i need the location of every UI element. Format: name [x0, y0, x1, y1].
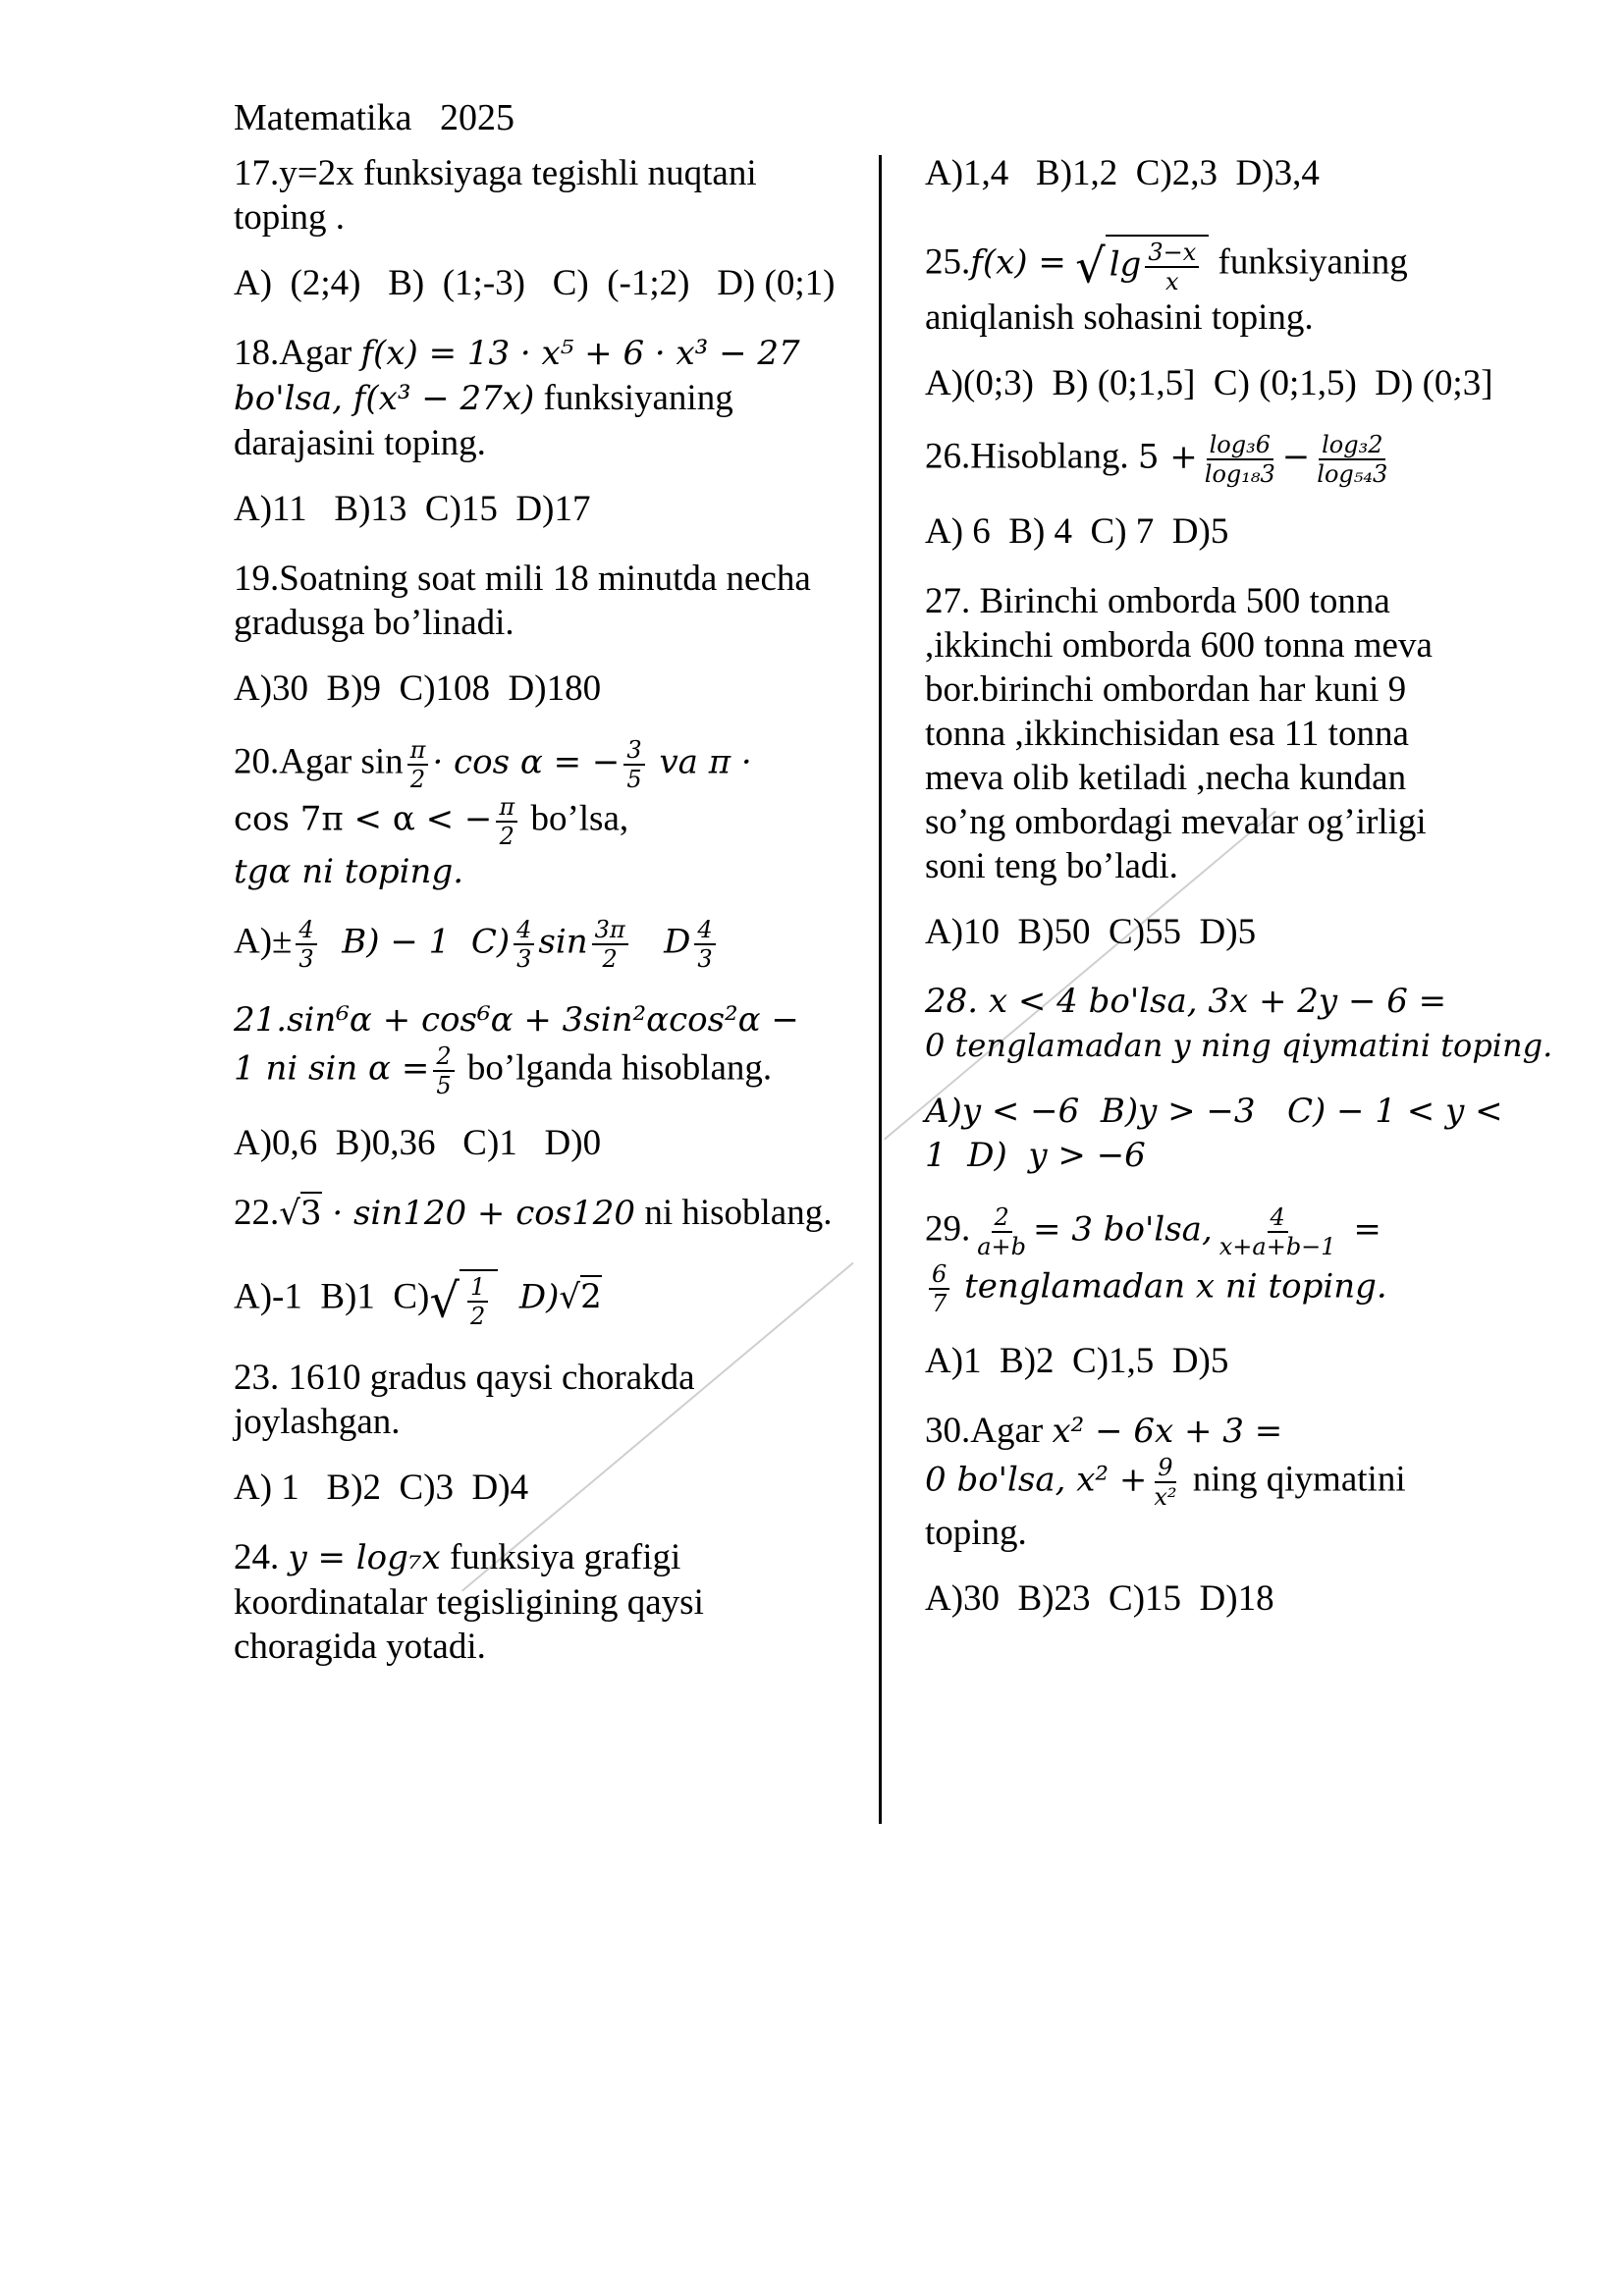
math-expression: sin: [538, 922, 588, 962]
answers-25: A)(0;3) B) (0;1,5] C) (0;1,5) D) (0;3]: [925, 363, 1493, 403]
numerator: log₃6: [1207, 431, 1273, 460]
answers-23: A) 1 B)2 C)3 D)4: [234, 1468, 529, 1508]
question-24: [234, 1535, 852, 1669]
question-text: 20.Agar sin: [234, 741, 404, 782]
math-expression: x² − 6x + 3 =: [1052, 1412, 1283, 1451]
math-expression: 21.sin⁶α + cos⁶α + 3sin²αcos²α −: [234, 1000, 799, 1040]
denominator: a+b: [977, 1233, 1027, 1260]
math-expression: −: [1281, 437, 1311, 477]
numerator: 4: [1268, 1203, 1288, 1233]
fraction: [433, 1042, 454, 1099]
fraction: [694, 916, 715, 973]
question-23: 23. 1610 gradus qaysi chorakda joylashgan.: [234, 1358, 695, 1442]
math-expression: cos 7π < α < −: [234, 799, 493, 839]
answers-28: [925, 1090, 1612, 1178]
question-line: tgα ni toping.: [234, 852, 464, 891]
math-expression: B) − 1 C): [320, 922, 511, 962]
math-expression: D): [498, 1277, 560, 1317]
math-expression: 0 bo'lsa, x² +: [925, 1460, 1148, 1500]
question-line: toping.: [925, 1513, 1027, 1553]
question-text: funksiyaning darajasini toping.: [234, 378, 733, 463]
answers-19: A)30 B)9 C)108 D)180: [234, 668, 602, 709]
fraction: [514, 916, 534, 973]
numerator: 1: [467, 1273, 488, 1303]
denominator: 2: [469, 1303, 486, 1330]
question-text: 25.: [925, 241, 971, 283]
math-expression: 28. x < 4 bo'lsa, 3x + 2y − 6 =: [925, 982, 1447, 1021]
numerator: 6: [929, 1260, 949, 1290]
question-17: 17.y=2x funksiyaga tegishli nuqtani toping .: [234, 153, 757, 238]
fraction: [1151, 1454, 1179, 1511]
math-expression: 0 tenglamadan y ning qiymatini toping.: [925, 1027, 1553, 1064]
question-line: [925, 1409, 1612, 1454]
denominator: log₁₈3: [1204, 460, 1275, 488]
sqrt-symbol: √: [1075, 239, 1106, 294]
denominator: 5: [626, 766, 642, 793]
denominator: 7: [932, 1290, 947, 1317]
math-expression: y = log₇x: [288, 1538, 441, 1577]
numerator: π: [407, 736, 429, 766]
right-column: [925, 151, 1612, 1646]
question-line: [925, 1260, 1612, 1317]
math-expression: · cos α = −: [432, 742, 621, 782]
answers-24: A)1,4 B)1,2 C)2,3 D)3,4: [925, 153, 1320, 193]
fraction: [1217, 1203, 1339, 1260]
fraction: [592, 916, 628, 973]
answers-17: A) (2;4) B) (1;-3) C) (-1;2) D) (0;1): [234, 263, 836, 303]
radicand: [460, 1269, 498, 1330]
left-column: [234, 151, 852, 1690]
question-21: [234, 998, 852, 1099]
answers-26: A) 6 B) 4 C) 7 D)5: [925, 511, 1229, 552]
math-expression: f(x) =: [970, 242, 1066, 283]
numerator: log₃2: [1319, 431, 1385, 460]
question-20: [234, 736, 852, 894]
question-text: ni hisoblang.: [635, 1193, 833, 1233]
question-22: [234, 1191, 852, 1236]
denominator: x²: [1154, 1483, 1177, 1511]
question-18: [234, 331, 852, 465]
question-28: [925, 980, 1612, 1068]
denominator: 3: [697, 945, 713, 973]
radicand: 2: [580, 1277, 602, 1317]
question-19: 19.Soatning soat mili 18 minutda necha gradusga bo’linadi.: [234, 559, 811, 643]
denominator: x+a+b−1: [1218, 1233, 1336, 1260]
fraction: [929, 1260, 949, 1317]
sqrt: [429, 1269, 498, 1330]
question-text: 24.: [234, 1537, 289, 1577]
math-expression: 1 ni sin α =: [234, 1048, 430, 1089]
question-text: 26.Hisoblang.: [925, 436, 1138, 477]
question-text: ning qiymatini: [1183, 1459, 1406, 1500]
math-expression: lg: [1109, 244, 1142, 285]
math-expression: =: [1342, 1209, 1381, 1250]
math-expression: D: [631, 922, 691, 962]
answers-29: A)1 B)2 C)1,5 D)5: [925, 1341, 1229, 1381]
numerator: 3: [623, 736, 644, 766]
numerator: 2: [992, 1203, 1012, 1233]
numerator: 3−x: [1145, 239, 1199, 268]
fraction: [1314, 431, 1390, 488]
math-expression: = 3 bo'lsa,: [1033, 1209, 1213, 1250]
denominator: 3: [516, 945, 532, 973]
math-expression: tenglamadan x ni toping.: [953, 1266, 1387, 1307]
denominator: 2: [602, 945, 618, 973]
question-line: [234, 1042, 852, 1099]
fraction: [296, 916, 316, 973]
question-line: [234, 793, 852, 850]
denominator: log₅₄3: [1317, 460, 1388, 488]
answers-21: A)0,6 B)0,36 C)1 D)0: [234, 1123, 602, 1163]
question-26: [925, 431, 1612, 488]
sqrt: [1075, 235, 1209, 295]
question-25: [925, 235, 1612, 340]
question-text: bo’lsa,: [521, 798, 629, 839]
numerator: π: [496, 793, 517, 823]
math-expression: va π ·: [648, 742, 752, 782]
sqrt-symbol: √: [429, 1273, 460, 1329]
answers-27: A)10 B)50 C)55 D)5: [925, 912, 1257, 952]
column-divider: [879, 155, 882, 1824]
denominator: 2: [499, 823, 514, 850]
fraction: [467, 1273, 488, 1330]
question-line: [234, 736, 852, 793]
question-30: [925, 1409, 1612, 1555]
sqrt: √2: [559, 1277, 602, 1317]
math-expression: f(x) = 13 · x⁵ + 6 · x³ − 27 bo'lsa, f(x³ − 27x): [234, 334, 800, 418]
question-27: 27. Birinchi omborda 500 tonna ,ikkinchi omborda 600 tonna meva bor.birinchi ombordan har kuni 9 tonna ,ikkinchisidan esa 11 tonna meva olib ketiladi ,necha kundan so’ng ombordagi mevalar og’irligi soni teng bo’ladi.: [925, 581, 1433, 886]
question-text: 18.Agar: [234, 333, 361, 373]
denominator: 3: [298, 945, 314, 973]
fraction: [1145, 239, 1199, 295]
answers-30: A)30 B)23 C)15 D)18: [925, 1578, 1274, 1619]
sqrt: √3: [279, 1194, 322, 1233]
fraction: [496, 793, 517, 850]
question-text: funksiyaning: [1209, 241, 1408, 283]
numerator: 3π: [592, 916, 628, 945]
denominator: x: [1165, 268, 1179, 295]
answers-18: A)11 B)13 C)15 D)17: [234, 489, 591, 529]
math-expression: 5 +: [1137, 437, 1198, 477]
numerator: 4: [296, 916, 316, 945]
page-header: Matematika 2025: [234, 97, 514, 138]
denominator: 5: [436, 1072, 452, 1099]
fraction: [974, 1203, 1029, 1260]
denominator: 2: [409, 766, 426, 793]
numerator: 2: [433, 1042, 454, 1072]
answers-20: [234, 916, 852, 973]
fraction: [407, 736, 429, 793]
numerator: 9: [1155, 1454, 1175, 1483]
question-line: [925, 1203, 1612, 1260]
question-text: bo’lganda hisoblang.: [458, 1047, 773, 1089]
fraction: [1202, 431, 1278, 488]
question-line: [925, 1454, 1612, 1511]
fraction: [623, 736, 644, 793]
question-29: [925, 1203, 1612, 1317]
answer-text: A)±: [234, 921, 293, 962]
radicand: 3: [299, 1194, 322, 1233]
radicand: [1106, 235, 1210, 295]
math-expression: · sin120 + cos120: [321, 1194, 636, 1233]
answers-22: [234, 1269, 852, 1330]
answer-text: A)-1 B)1 C): [234, 1276, 430, 1317]
numerator: 4: [514, 916, 534, 945]
numerator: 4: [694, 916, 715, 945]
question-text: funksiya grafigi koordinatalar tegisligining qaysi choragida yotadi.: [234, 1537, 704, 1667]
question-text: 30.Agar: [925, 1411, 1053, 1451]
question-text: 29.: [925, 1208, 971, 1250]
question-line: aniqlanish sohasini toping.: [925, 297, 1314, 338]
math-expression: 1 D) y > −6: [925, 1136, 1146, 1175]
question-text: 22.: [234, 1193, 280, 1233]
question-line: [925, 235, 1612, 295]
math-expression: A)y < −6 B)y > −3 C) − 1 < y <: [925, 1092, 1503, 1131]
